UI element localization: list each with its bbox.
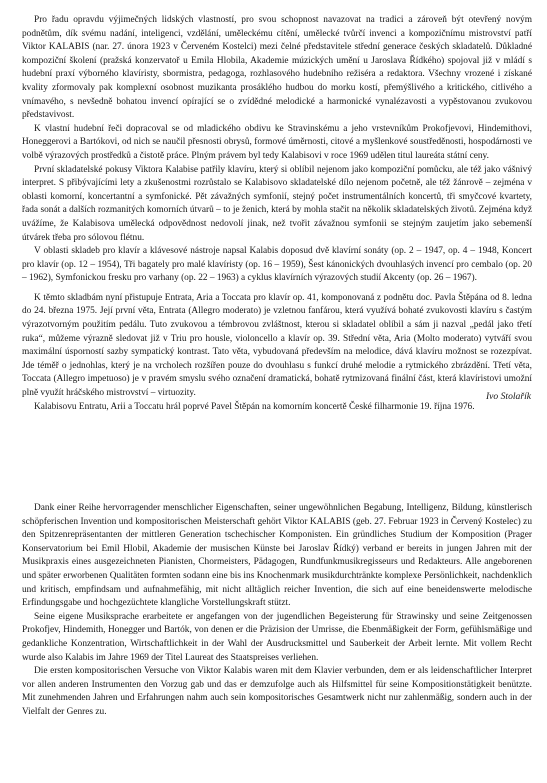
czech-paragraph-2: K vlastní hudební řeči dopracoval se od mladického obdivu ke Stravinskému a jeho vrstevníkům Prokofjevovi, Hindemithovi, Honeggerovi a Bartókovi, od nich se naučil přesnosti obrysů, formové úměrnosti, citové a myšlenkové soustředěnosti, hospodárnosti ve volbě výrazových prostředků a čistotě práce. Plným právem byl tedy Kalabisovi v roce 1969 udělen titul laureáta státní ceny. (22, 123, 532, 161)
czech-paragraph-3: První skladatelské pokusy Viktora Kalabise patřily klavíru, který si oblíbil nejenom jako kompoziční pomůcku, ale též jako vášnivý interpret. S přibývajícími lety a zkušenostmi rozrůstalo se Kalabisovo skladatelské dílo nejenom početně, ale též žánrově – zejména v oblasti komorní, koncertantní a symfonické. Pět závažných symfonií, stejný počet instrumentálních koncertů, tři smyčcové kvartety, řada sonát a dalších rozmanitých komorních útvarů – to je ženich, která by mohla stačit na několik skladatelských životů. Zejména když uvážíme, že Kalabisova umělecká odpovědnost nedovolí jinak, než tvořit závažnou symfonii se stejným zaujetím jako sebemenší útvárek třeba pro sólovou flétnu. (22, 164, 532, 243)
german-article (22, 502, 532, 720)
czech-paragraph-6: Kalabisovu Entratu, Arii a Toccatu hrál poprvé Pavel Štěpán na komorním koncertě České filharmonie 19. října 1976. (34, 401, 475, 412)
german-paragraph-2: Seine eigene Musiksprache erarbeitete er angefangen von der jugendlichen Begeisterung für Strawinsky und seine Zeitgenossen Prokofjev, Hindemith, Honegger und Bartók, von denen er die Präzision der Umrisse, die Ebenmäßigkeit der Form, gefühlsmäßige und gedankliche Konzentration, Wirtschaftlichkeit in der Wahl der Ausdrucksmittel und Sauberkeit der Arbeit lernte. Mit vollem Recht wurde also Kalabis im Jahre 1969 der Titel Laureat des Staatspreises verliehen. (22, 611, 532, 663)
czech-paragraph-5: K těmto skladbám nyní přistupuje Entrata, Aria a Toccata pro klavír op. 41, komponovaná z podnětu doc. Pavla Štěpána od 8. ledna do 24. března 1975. Její první věta, Entrata (Allegro moderato) je vzletnou fanfárou, která využívá bohaté zvukovosti klavíru s častým výrazotvorným použitím pedálu. Tuto zvukovou a témbrovou zvláštnost, kterou si skladatel oblíbil a sám ji nazval „pedál jako třetí ruka“, můžeme výrazně sledovat již v Triu pro housle, violoncello a klavír op. 39. Střední věta, Aria (Molto moderato) vytváří svou maximální úsporností sazby sympatický kontrast. Tato věta, vybudovaná především na melodice, dává klavíru možnost se rozezpívat. Jde téměř o jednohlas, který je na vrcholech rozšířen pouze do dvouhlasu s funkcí druhé melodie a rytmického zbrázdění. Třetí věta, Toccata (Allegro impetuoso) je v pravém smyslu svého označení dramatická, bohatě rytmizovaná finální část, která klavíristovi umožní plně využít hráčského mistrovství – virtuozity. (22, 292, 532, 399)
german-paragraph-3: Die ersten kompositorischen Versuche von Viktor Kalabis waren mit dem Klavier verbunden, dem er als leidenschaftlicher Interpret vor allen anderen Instrumenten den Vorzug gab und das er demzufolge auch als Hilfsmittel für seine Kompositionstätigkeit benützte. Mit zunehmenden Jahren und Erfahrungen nahm auch sein kompositorisches Gesamtwerk nicht nur zahlenmäßig, sondern auch in der Vielfalt der Genres zu. (22, 666, 532, 717)
author-signature: Ivo Stolařík (485, 391, 531, 402)
czech-article (22, 14, 532, 414)
german-paragraph-1: Dank einer Reihe hervorragender menschlicher Eigenschaften, seiner ungewöhnlichen Begabung, Intelligenz, Bildung, künstlerisch schöpferischen Invention und kompositorischen Meisterschaft gehört Viktor KALABIS (geb. 27. Februar 1923 in Červený Kostelec) zu den Spitzenrepräsentanten der mittleren Generation tschechischer Komponisten. Ein gründliches Studium der Komposition (Prager Konservatorium bei Emil Hlobil, Akademie der musischen Künste bei Jaroslav Řídký) verband er bereits in jungen Jahren mit der Musikpraxis eines ausgezeichneten Pianisten, Chormeisters, Pädagogen, Rundfunkmusikregisseurs und Redakteurs. Alle angeborenen und später erworbenen Qualitäten formten sodann eine bis ins Knochenmark musikdurchtränkte komplexe Persönlichkeit, nachdenklich und kritisch, empfindsam und aufnahmefähig, mit nicht alltäglich reicher Invention, die sich auf eine beneidenswerte melodische Erfindungsgabe und hochgezüchtete klangliche Vorstellungskraft stützt. (22, 503, 532, 609)
czech-paragraph-4: V oblasti skladeb pro klavír a klávesové nástroje napsal Kalabis doposud dvě klavírní sonáty (op. 2 – 1947, op. 4 – 1948, Koncert pro klavír (op. 12 – 1954), Tři bagately pro malé klavíristy (op. 16 – 1959), Šest kánonických dvouhlasých invencí pro cembalo (op. 20 – 1962), Symfonickou fresku pro varhany (op. 22 – 1963) a cyklus klavírních výrazových studií Akcenty (op. 26 – 1967). (22, 246, 532, 284)
czech-paragraph-1: Pro řadu opravdu výjimečných lidských vlastností, pro svou schopnost navazovat na tradici a zároveň být otevřený novým podnětům, dík svému nadání, inteligenci, vzdělání, uměleckému cítění, umělecké tvůrčí invenci a kompozičnímu mistrovství patří Viktor KALABIS (nar. 27. února 1923 v Červeném Kostelci) mezi čelné představitele střední generace českých skladatelů. Důkladné kompoziční školení (pražská konzervatoř u Emila Hlobila, Akademie múzických umění u Jaroslava Řídkého) spojoval již v mládí s hudební praxí výborného klavíristy, sbormistra, pedagoga, rozhlasového hudebního režiséra a redaktora. Všechny vrozené i získané kvality zformovaly pak komplexní osobnost muzikanta prosáklého hudbou do morku kostí, přemýšlivého a kritického, citlivého a vnímavého, s nevšedně bohatou invencí opírající se o zvídědné melodické a harmonické vynalézavosti a vypěstovanou zvukovou představivost. (22, 15, 532, 121)
